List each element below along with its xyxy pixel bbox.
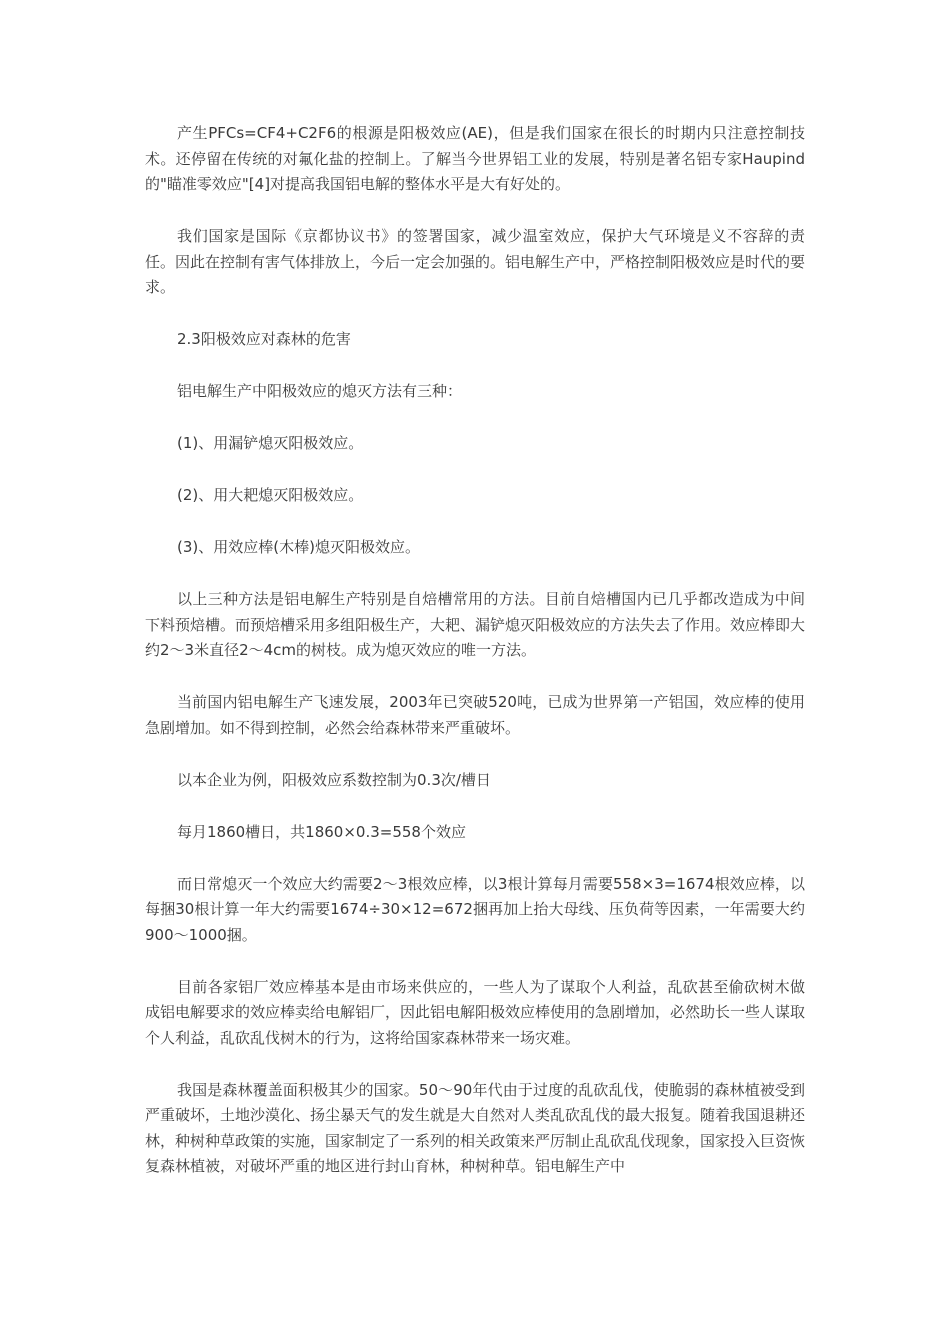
paragraph-effect-coefficient: 以本企业为例，阳极效应系数控制为0.3次/槽日 xyxy=(177,770,491,789)
paragraph-domestic-growth: 当前国内铝电解生产飞速发展，2003年已突破520吨，已成为世界第一产铝国，效应棒的使用急剧增加。如不得到控制，必然会给森林带来严重破坏。 xyxy=(145,693,805,737)
paragraph-pfcs-origin: 产生PFCs=CF4+C2F6的根源是阳极效应(AE)，但是我们国家在很长的时期内只注意控制技术。还停留在传统的对氟化盐的控制上。了解当今世界铝工业的发展，特别是著名铝专家Haupind的"瞄准零效应"[4]对提高我国铝电解的整体水平是大有好处的。 xyxy=(145,124,805,193)
paragraph-methods-summary: 以上三种方法是铝电解生产特别是自焙槽常用的方法。目前自焙槽国内已几乎都改造成为中间下料预焙槽。而预焙槽采用多组阳极生产，大耙、漏铲熄灭阳极效应的方法失去了作用。效应棒即大约2～3米直径2～4cm的树枝。成为熄灭效应的唯一方法。 xyxy=(145,590,806,659)
section-heading-2-3: 2.3阳极效应对森林的危害 xyxy=(177,330,351,348)
paragraph-market-supply: 目前各家铝厂效应棒基本是由市场来供应的，一些人为了谋取个人利益，乱砍甚至偷砍树木做成铝电解要求的效应棒卖给电解铝厂，因此铝电解阳极效应棒使用的急剧增加，必然助长一些人谋取个人利益，乱砍乱伐树木的行为，这将给国家森林带来一场灾难。 xyxy=(145,977,806,1047)
paragraph-monthly-effects: 每月1860槽日，共1860×0.3=558个效应 xyxy=(177,822,466,841)
list-item-method-1: (1)、用漏铲熄灭阳极效应。 xyxy=(177,434,364,452)
paragraph-kyoto-protocol: 我们国家是国际《京都协议书》的签署国家，减少温室效应，保护大气环境是义不容辞的责任。因此在控制有害气体排放上，今后一定会加强的。铝电解生产中，严格控制阳极效应是时代的要求。 xyxy=(145,227,806,296)
paragraph-methods-intro: 铝电解生产中阳极效应的熄灭方法有三种： xyxy=(177,382,463,400)
paragraph-forest-coverage: 我国是森林覆盖面积极其少的国家。50～90年代由于过度的乱砍乱伐，使脆弱的森林植被受到严重破坏，土地沙漠化、扬尘暴天气的发生就是大自然对人类乱砍乱伐的最大报复。随着我国退耕还林，种树种草政策的实施，国家制定了一系列的相关政策来严厉制止乱砍乱伐现象，国家投入巨资恢复森林植被，对破坏严重的地区进行封山育林，种树种草。铝电解生产中 xyxy=(145,1080,806,1175)
list-item-method-2: (2)、用大耙熄灭阳极效应。 xyxy=(177,486,364,504)
document-page xyxy=(145,121,805,1180)
list-item-method-3: (3)、用效应棒(木棒)熄灭阳极效应。 xyxy=(177,538,420,556)
paragraph-stick-consumption: 而日常熄灭一个效应大约需要2～3根效应棒，以3根计算每月需要558×3=1674根效应棒，以每捆30根计算一年大约需要1674÷30×12=672捆再加上抬大母线、压负荷等因素，一年需要大约900～1000捆。 xyxy=(145,874,805,944)
